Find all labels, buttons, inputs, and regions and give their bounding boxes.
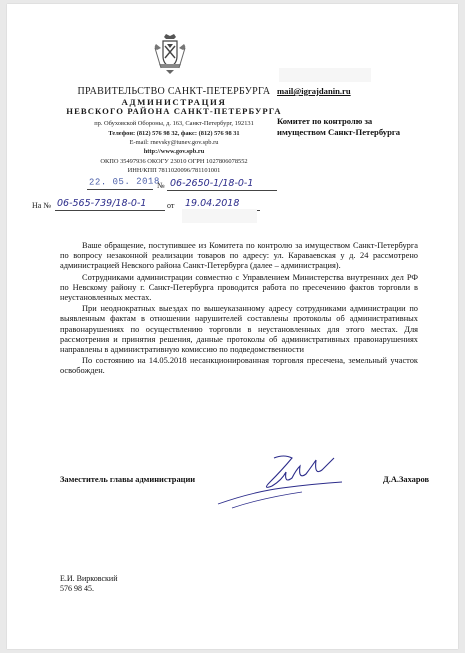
ref-date: 19.04.2018 — [185, 198, 240, 209]
ref-from-label: от — [167, 201, 175, 210]
date-underline — [87, 189, 153, 190]
office-address: пр. Обуховской Обороны, д. 163, Санкт-Петербург, 192131 — [94, 120, 254, 127]
ref-number-label: На № — [32, 201, 51, 210]
office-email: E-mail: rnevsky@tunev.gov.spb.ru — [129, 139, 219, 146]
date-stamp: 22. 05. 2018 — [88, 176, 160, 188]
number-underline — [167, 190, 277, 191]
recipient-email: mail@igrajdanin.ru — [277, 86, 351, 96]
body-paragraph: Ваше обращение, поступившее из Комитета по контролю за имуществом Санкт-Петербурга по вопросу незаконной реализации товаров по адресу: ул. Караваевская у д. 24 рассмотрено администрацией Невского района Санкт-Петербурга (далее – администрация). — [60, 241, 418, 271]
executor-name: Е.И. Вирковский — [60, 574, 118, 583]
number-label: № — [157, 181, 165, 190]
recipient-committee-line2: имуществом Санкт-Петербурга — [277, 127, 401, 137]
office-phone: Телефон: (812) 576 98 32, факс: (812) 576 98 31 — [108, 130, 240, 137]
handwritten-signature — [212, 452, 352, 512]
registry-codes: ОКПО 35497936 ОКОГУ 23010 ОГРН 1027806078552 — [100, 158, 248, 165]
redacted-greeting — [182, 209, 257, 223]
body-paragraph: Сотрудниками администрации совместно с Управлением Министерства внутренних дел РФ по Невскому району г. Санкт-Петербурга проводится работа по пресечению фактов торговли в неустановленных местах. — [60, 272, 418, 303]
coat-of-arms-icon — [153, 34, 187, 74]
office-website: http://www.gov.spb.ru — [143, 148, 205, 155]
executor-phone: 576 98 45. — [60, 584, 94, 593]
ref-number-underline — [55, 210, 165, 211]
signatory-name: Д.А.Захаров — [383, 475, 430, 484]
body-paragraph: По состоянию на 14.05.2018 несанкционированная торговля пресечена, земельный участок освобожден. — [60, 356, 418, 376]
administration-title: АДМИНИСТРАЦИЯ — [121, 97, 227, 107]
body-paragraph: При неоднократных выездах по вышеуказанному адресу сотрудниками администрации по выявленным фактам в отношении нарушителей составлены протоколы об административных правонарушениях по осуществлению торговли в неустановленных для этого местах. Для рассмотрения и принятия решения, данные протоколы об административных правонарушениях направлены в административную комиссию по подведомственности — [60, 304, 418, 355]
inn-kpp: ИНН/КПП 7811020096/781101001 — [127, 167, 221, 174]
redacted-recipient-name — [279, 68, 371, 82]
recipient-committee-line1: Комитет по контролю за — [277, 116, 373, 126]
government-title: ПРАВИТЕЛЬСТВО САНКТ-ПЕТЕРБУРГА — [77, 86, 271, 97]
district-title: НЕВСКОГО РАЙОНА САНКТ-ПЕТЕРБУРГА — [66, 106, 282, 116]
outgoing-number: 06-2650-1/18-0-1 — [170, 178, 254, 189]
letter-page — [7, 4, 458, 649]
signatory-title: Заместитель главы администрации — [60, 475, 196, 484]
ref-number: 06-565-739/18-0-1 — [57, 198, 147, 209]
letter-body — [60, 241, 418, 377]
